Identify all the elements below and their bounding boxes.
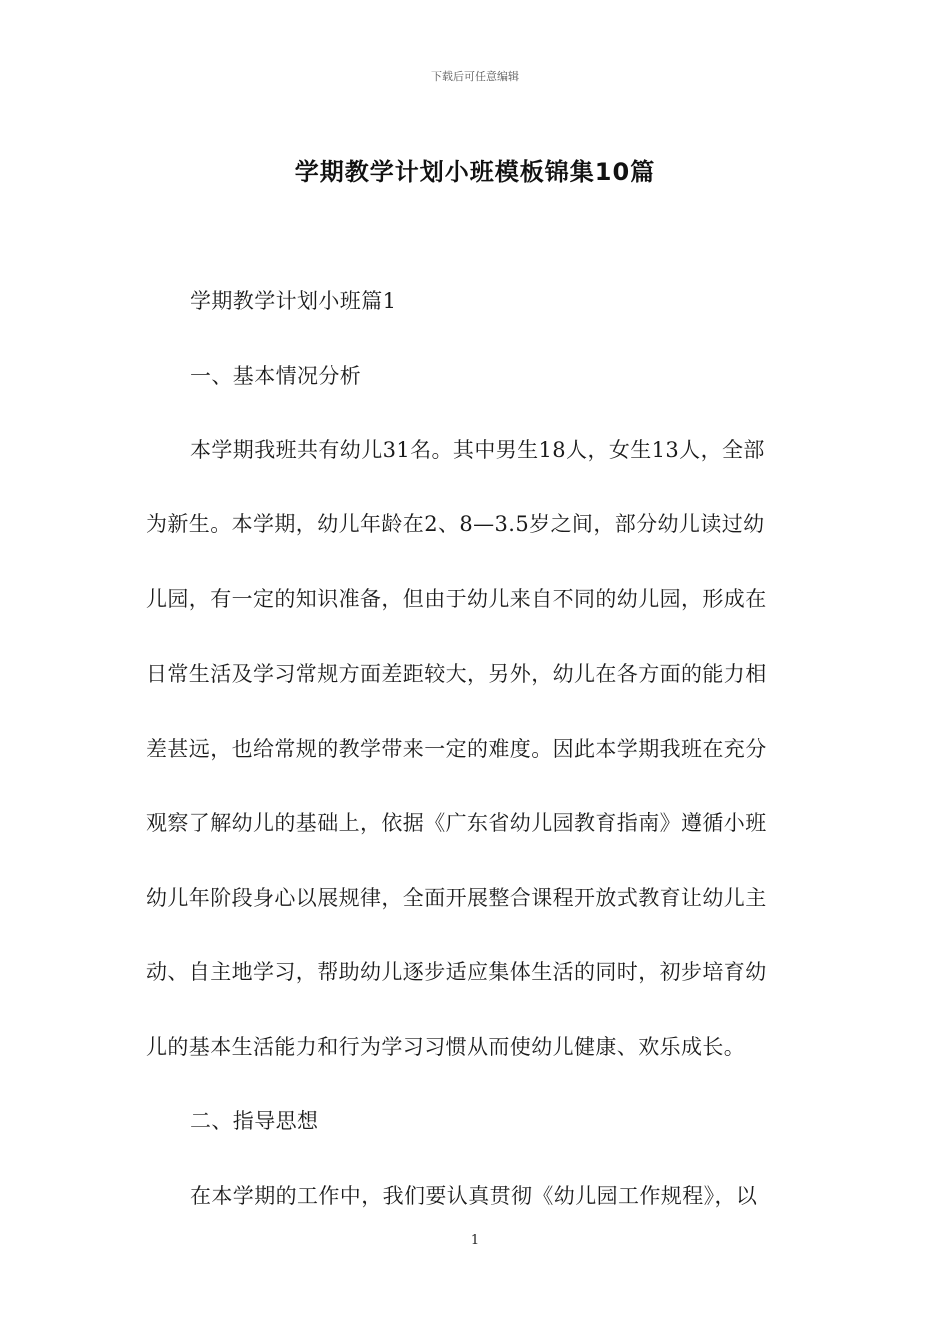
paragraph-line: 动、自主地学习，帮助幼儿逐步适应集体生活的同时，初步培育幼 (146, 960, 767, 984)
paragraph-line: 儿园，有一定的知识准备，但由于幼儿来自不同的幼儿园，形成在 (146, 587, 767, 611)
paragraph-line: 观察了解幼儿的基础上，依据《广东省幼儿园教育指南》遵循小班 (146, 811, 767, 835)
section-title: 学期教学计划小班篇1 (190, 289, 397, 313)
paragraph-line: 为新生。本学期，幼儿年龄在2、8—3.5岁之间，部分幼儿读过幼 (146, 512, 765, 536)
paragraph-line: 本学期我班共有幼儿31名。其中男生18人，女生13人，全部 (190, 438, 765, 462)
paragraph-line: 儿的基本生活能力和行为学习习惯从而使幼儿健康、欢乐成长。 (146, 1035, 746, 1059)
paragraph-line: 日常生活及学习常规方面差距较大，另外，幼儿在各方面的能力相 (146, 662, 767, 686)
paragraph-line: 差甚远，也给常规的教学带来一定的难度。因此本学期我班在充分 (146, 737, 767, 761)
heading-guiding-ideology: 二、指导思想 (190, 1109, 319, 1133)
paragraph-line: 在本学期的工作中，我们要认真贯彻《幼儿园工作规程》，以 (190, 1184, 758, 1208)
page-number: 1 (470, 1233, 480, 1248)
heading-basic-situation: 一、基本情况分析 (190, 364, 362, 388)
document-title: 学期教学计划小班模板锦集10篇 (294, 158, 656, 186)
paragraph-line: 幼儿年阶段身心以展规律，全面开展整合课程开放式教育让幼儿主 (146, 886, 767, 910)
header-note: 下载后可任意编辑 (431, 70, 519, 83)
